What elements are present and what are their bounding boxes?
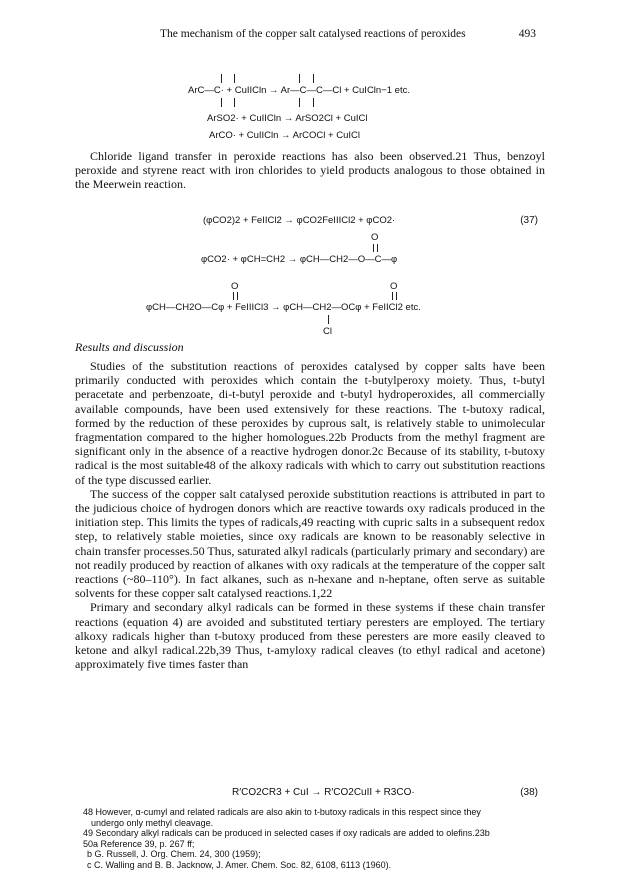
equation-number-37: (37) <box>520 215 538 226</box>
bond-line <box>313 98 314 107</box>
bond-line <box>328 315 329 324</box>
scheme1-line2: ArSO2· + CuIICln → ArSO2Cl + CuICl <box>207 113 368 124</box>
bond-line <box>221 74 222 83</box>
carbonyl-double-bond <box>373 244 378 252</box>
running-header <box>160 28 536 44</box>
scheme1-line1: ArC—C· + CuIICln → Ar—C—C—Cl + CuICln−1 etc. <box>188 85 410 96</box>
bond-line <box>299 74 300 83</box>
paragraph-text: The success of the copper salt catalysed peroxide substitution reactions is attributed in part to the judicious choice of hydrogen donors which are reactive towards oxy radicals produced in the initiation step. This limits the types of radicals,49 reacting with cupric salts in a subsequent redox step, to relatively stable moieties, since oxy radicals are known to be reasonably selective in chain transfer processes.50 Thus, saturated alkyl radicals (particularly primary and secondary) are not readily produced by reaction of alkanes with oxy radicals at the temperature of the copper salt reactions (~80–110°). In fact alkanes, such as n-hexane and n-heptane, often serve as suitable solvents for these copper salt catalysed reactions.1,22 <box>75 486 545 601</box>
paragraph-text: Chloride ligand transfer in peroxide reactions has also been observed.21 Thus, benzoyl peroxide and styrene react with iron chlorides to yield products analogous to those obtained in the Meerwein reaction. <box>75 149 545 192</box>
scheme2-line1: (φCO2)2 + FeIICl2 → φCO2FeIIICl2 + φCO2· <box>203 215 396 226</box>
paragraph-text: Studies of the substitution reactions of peroxides catalysed by copper salts have been primarily conducted with peroxides which contain the t-butylperoxy moiety. Thus, t-butyl peracetate and perbenzoate, di-t-butyl peroxide and t-butyl hydroperoxides, all commercially available compounds, have been used extensively for these reactions. The t-butoxy radical, formed by the reduction of these peroxides by cuprous salt, is relatively stable to unimolecular fragmentation compared to the higher homologues.22b Products from the methyl fragment are significant only in the absence of a reactive hydrogen donor.2c Because of its stability, t-butoxy radical is the most suitable48 of the alkoxy radicals with which to carry out substitution reactions of the type discussed earlier. <box>75 359 545 487</box>
section-heading: Results and discussion <box>75 340 184 354</box>
footnotes <box>83 807 553 871</box>
chlorine-label: Cl <box>323 326 332 337</box>
intro-paragraph <box>75 149 545 192</box>
bond-line <box>313 74 314 83</box>
equation-number-38: (38) <box>520 787 538 798</box>
carbonyl-double-bond <box>392 292 397 300</box>
footnote-line: undergo only methyl cleavage. <box>91 817 214 828</box>
scheme2-line3: φCH—CH2O—Cφ + FeIIICl3 → φCH—CH2—OCφ + FeIICl2 etc. <box>146 302 421 313</box>
oxygen-atom-label: O <box>390 281 398 292</box>
bond-line <box>221 98 222 107</box>
footnote-line: c C. Walling and B. B. Jacknow, J. Amer. Chem. Soc. 82, 6108, 6113 (1960). <box>87 859 392 870</box>
bond-line <box>299 98 300 107</box>
body-text <box>75 359 545 671</box>
footnote-line: 48 However, α-cumyl and related radicals are also akin to t-butoxy radicals in this respect since they <box>83 807 481 817</box>
header-title: The mechanism of the copper salt catalysed reactions of peroxides <box>160 28 466 40</box>
footnote-line: 50a Reference 39, p. 267 ff; <box>83 838 195 849</box>
carbonyl-double-bond <box>233 292 238 300</box>
scheme2-line2: φCO2· + φCH=CH2 → φCH—CH2—O—C—φ <box>201 254 398 265</box>
oxygen-atom-label: O <box>231 281 239 292</box>
scheme1-line3: ArCO· + CuIICln → ArCOCl + CuICl <box>209 130 360 141</box>
bond-line <box>234 74 235 83</box>
footnote-line: b G. Russell, J. Org. Chem. 24, 300 (1959); <box>87 849 261 860</box>
bond-line <box>234 98 235 107</box>
page-number: 493 <box>518 28 536 40</box>
equation-38: R′CO2CR3 + CuI → R′CO2CuII + R3CO· <box>232 787 415 798</box>
paragraph-text: Primary and secondary alkyl radicals can be formed in these systems if these chain transfer reactions (equation 4) are avoided and substituted tertiary peresters are employed. The tertiary alkoxy radicals higher than t-butoxy produced from these peresters are more easily cleaved to ketone and alkyl radical.22b,39 Thus, t-amyloxy radical cleaves (to ethyl radical and acetone) approximately five times faster than <box>75 600 545 672</box>
footnote-line: 49 Secondary alkyl radicals can be produced in selected cases if oxy radicals are added to olefins.23b <box>83 828 490 839</box>
oxygen-atom-label: O <box>371 232 379 243</box>
